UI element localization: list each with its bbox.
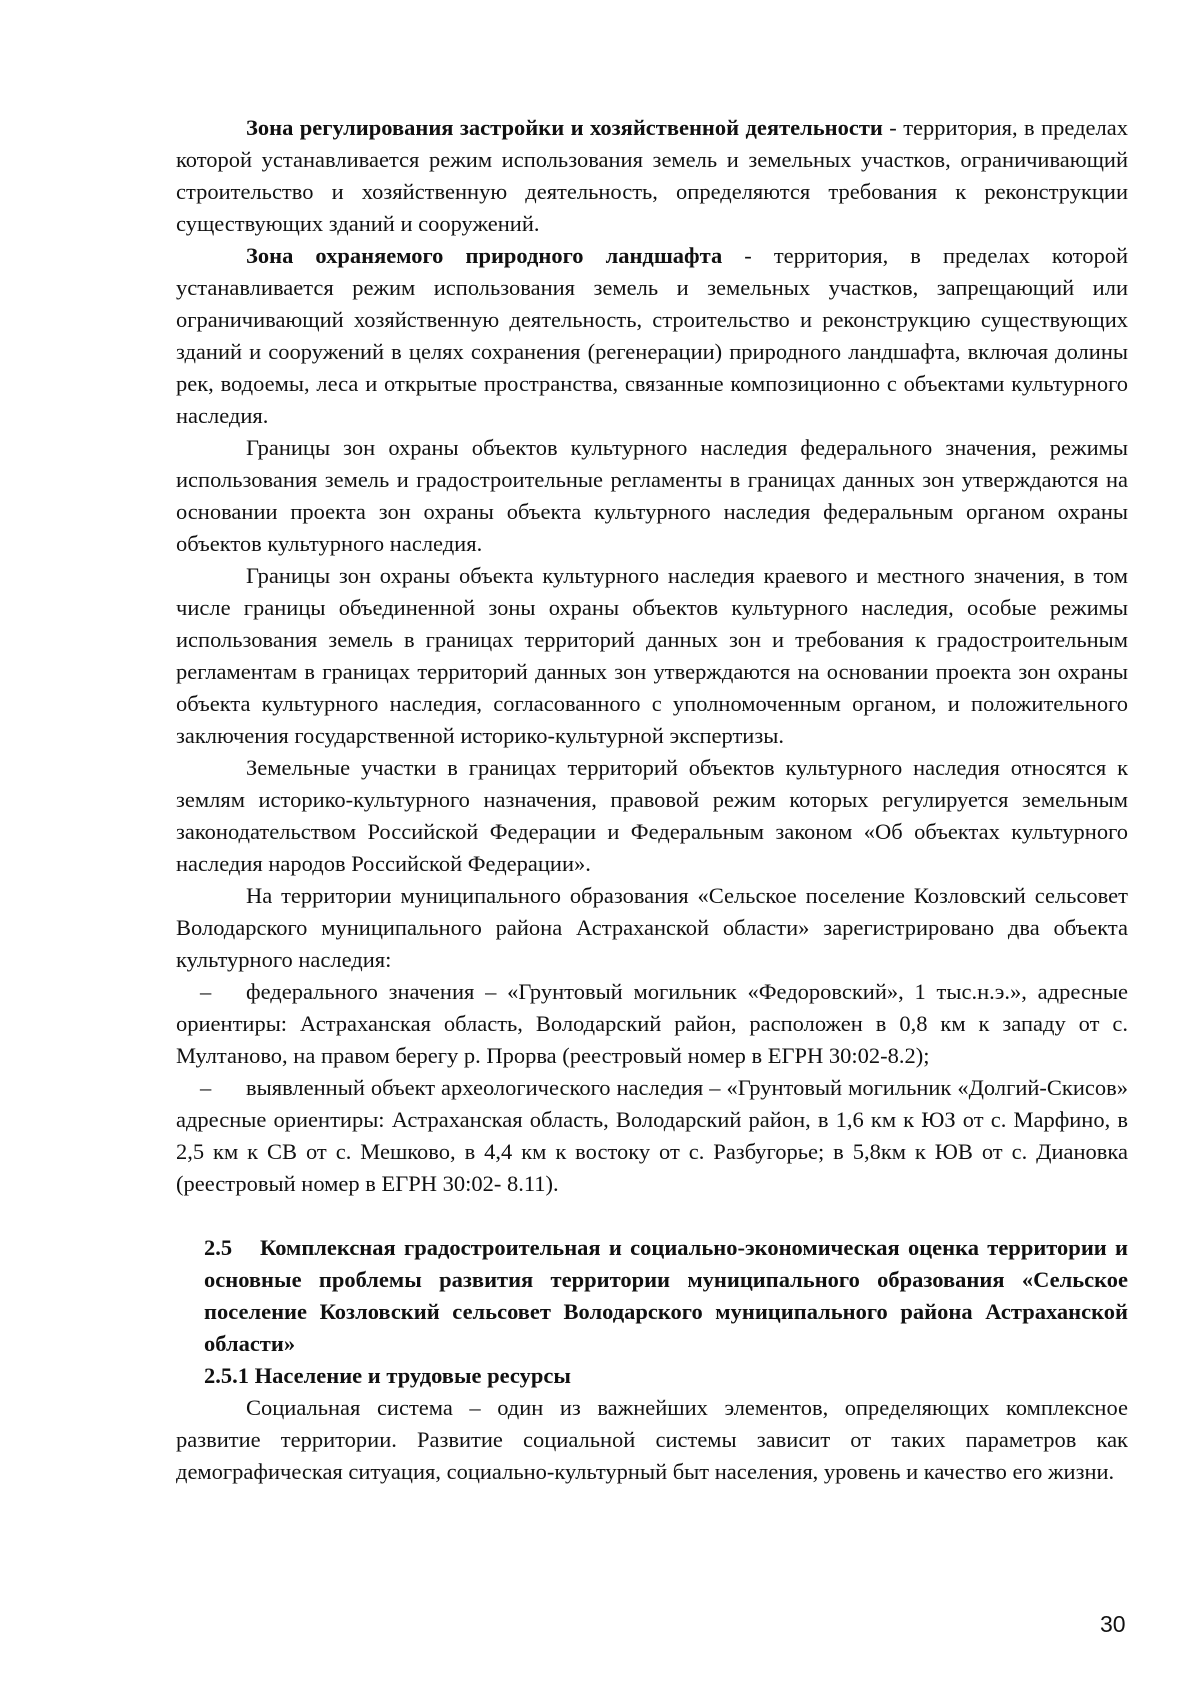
list-marker: – xyxy=(200,1075,212,1100)
page-number: 30 xyxy=(1100,1611,1126,1637)
section-heading xyxy=(204,1232,1128,1360)
list-item xyxy=(176,1072,1128,1200)
section-spacer xyxy=(176,1200,1128,1232)
list-item-text: федерального значения – «Грунтовый могильник «Федоровский», 1 тыс.н.э.», адресные ориентиры: Астраханская область, Володарский район, расположен в 0,8 км к западу от с. Мултаново, на правом берегу р. Прорва (реестровый номер в ЕГРН 30:02-8.2); xyxy=(176,979,1128,1068)
list-item-text: выявленный объект археологического наследия – «Грунтовый могильник «Долгий-Скисов» адресные ориентиры: Астраханская область, Володарский район, в 1,6 км к ЮЗ от с. Марфино, в 2,5 км к СВ от с. Мешково, в 4,4 км к востоку от с. Разбугорье; в 5,8км к ЮВ от с. Диановка (реестровый номер в ЕГРН 30:02- 8.11). xyxy=(176,1075,1128,1196)
section-title: Комплексная градостроительная и социально-экономическая оценка территории и основные проблемы развития территории муниципального образования «Сельское поселение Козловский сельсовет Володарского муниципального района Астраханской области» xyxy=(204,1235,1128,1356)
paragraph-social-system: Социальная система – один из важнейших элементов, определяющих комплексное развитие территории. Развитие социальной системы зависит от таких параметров как демографическая ситуация, социально-культурный быт населения, уровень и качество его жизни. xyxy=(176,1395,1128,1484)
paragraph-text: - территория, в пределах которой устанавливается режим использования земель и земельных участков, ограничивающий строительство и хозяйственную деятельность, определяются требования к реконструкции существующих зданий и сооружений. xyxy=(176,115,1128,236)
paragraph-regional-boundaries: Границы зон охраны объекта культурного наследия краевого и местного значения, в том числе границы объединенной зоны охраны объектов культурного наследия, особые режимы использования земель в границах территорий данных зон и требования к градостроительным регламентам в границах территорий данных зон утверждаются на основании проекта зон охраны объекта культурного наследия, согласованного с уполномоченным органом, и положительного заключения государственной историко-культурной экспертизы. xyxy=(176,563,1128,748)
subsection-heading: 2.5.1 Население и трудовые ресурсы xyxy=(204,1363,571,1388)
paragraph-federal-boundaries: Границы зон охраны объектов культурного наследия федерального значения, режимы использования земель и градостроительные регламенты в границах данных зон утверждаются на основании проекта зон охраны объекта культурного наследия федеральным органом охраны объектов культурного наследия. xyxy=(176,435,1128,556)
paragraph-zone-regulation xyxy=(176,112,1128,240)
paragraph-text: - территория, в пределах которой устанавливается режим использования земель и земельных участков, запрещающий или ограничивающий хозяйственную деятельность, строительство и реконструкцию существующих зданий и сооружений в целях сохранения (регенерации) природного ландшафта, включая долины рек, водоемы, леса и открытые пространства, связанные композиционно с объектами культурного наследия. xyxy=(176,243,1128,428)
paragraph-registered-objects: На территории муниципального образования «Сельское поселение Козловский сельсовет Володарского муниципального района Астраханской области» зарегистрировано два объекта культурного наследия: xyxy=(176,883,1128,972)
list-item xyxy=(176,976,1128,1072)
term-zone-landscape: Зона охраняемого природного ландшафта xyxy=(246,243,723,268)
list-marker: – xyxy=(200,979,212,1004)
document-page xyxy=(176,112,1128,1488)
paragraph-land-plots: Земельные участки в границах территорий объектов культурного наследия относятся к землям историко-культурного назначения, правовой режим которых регулируется земельным законодательством Российской Федерации и Федеральным законом «Об объектах культурного наследия народов Российской Федерации». xyxy=(176,755,1128,876)
term-zone-regulation: Зона регулирования застройки и хозяйственной деятельности xyxy=(246,115,883,140)
section-number: 2.5 xyxy=(204,1235,233,1260)
paragraph-zone-landscape xyxy=(176,240,1128,432)
